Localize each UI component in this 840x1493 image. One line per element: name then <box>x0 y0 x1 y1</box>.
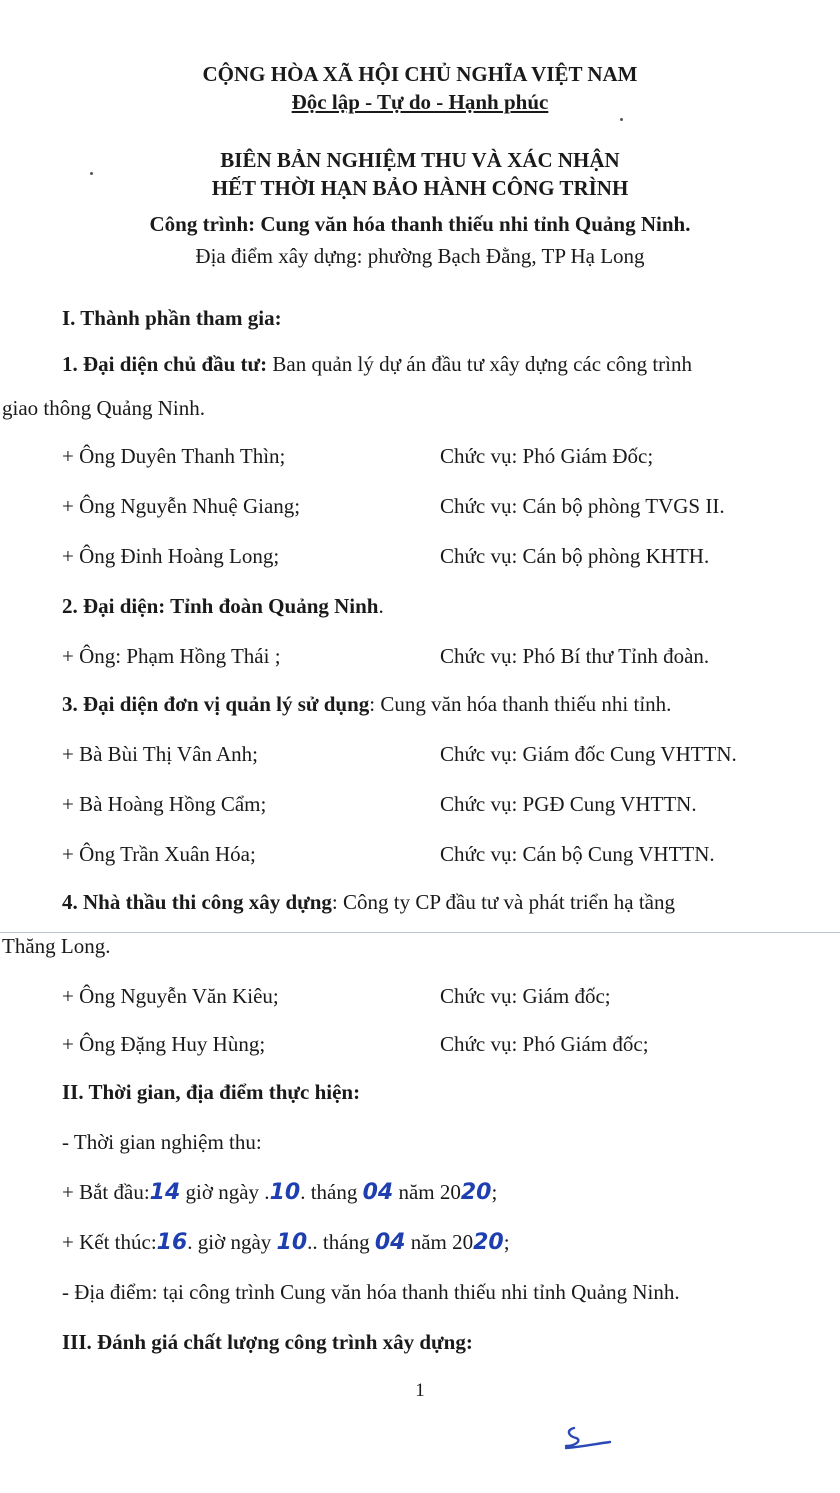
motto <box>0 90 840 115</box>
member-role: Chức vụ: Cán bộ phòng TVGS II. <box>440 494 725 518</box>
start-text: ; <box>491 1180 498 1204</box>
project-name: Công trình: Cung văn hóa thanh thiếu nhi tỉnh Quảng Ninh. <box>149 212 691 236</box>
construction-location: Địa điểm xây dựng: phường Bạch Đằng, TP Hạ Long <box>195 244 645 268</box>
handwritten-year: 20 <box>473 1230 504 1255</box>
member-role: Chức vụ: Cán bộ Cung VHTTN. <box>440 842 715 866</box>
member-role: Chức vụ: Phó Giám Đốc; <box>440 444 654 468</box>
youth-union-paragraph <box>62 594 384 619</box>
youth-union-end: . <box>378 594 384 618</box>
start-text: năm 20 <box>393 1180 461 1204</box>
member-name: + Ông Đặng Huy Hùng; <box>62 1032 266 1056</box>
member-role: Chức vụ: PGĐ Cung VHTTN. <box>440 792 697 816</box>
member-name: + Bà Hoàng Hồng Cẩm; <box>62 792 267 816</box>
investor-text: Ban quản lý dự án đầu tư xây dựng các công trình <box>267 352 693 376</box>
member-name: + Ông Nguyễn Văn Kiêu; <box>62 984 279 1008</box>
document-title-line2: HẾT THỜI HẠN BẢO HÀNH CÔNG TRÌNH <box>211 176 629 200</box>
contractor-text: : Công ty CP đầu tư và phát triển hạ tầng <box>331 890 675 914</box>
handwritten-day: 10 <box>269 1180 301 1205</box>
section-2-heading: II. Thời gian, địa điểm thực hiện: <box>62 1080 361 1104</box>
start-prefix: + Bắt đầu: <box>62 1180 150 1204</box>
initials-signature-icon <box>560 1420 620 1460</box>
investor-paragraph-cont: giao thông Quảng Ninh. <box>2 396 205 420</box>
member-role: Chức vụ: Giám đốc; <box>440 984 611 1008</box>
member-name: + Ông Duyên Thanh Thìn; <box>62 444 286 468</box>
inspection-time-label: - Thời gian nghiệm thu: <box>62 1130 262 1154</box>
end-text: năm 20 <box>405 1230 474 1254</box>
member-name: + Ông Đinh Hoàng Long; <box>62 544 280 568</box>
member-role: Chức vụ: Giám đốc Cung VHTTN. <box>440 742 737 766</box>
document-title-line1: BIÊN BẢN NGHIỆM THU VÀ XÁC NHẬN <box>220 148 620 172</box>
member-role: Chức vụ: Cán bộ phòng KHTH. <box>440 544 710 568</box>
handwritten-hour: 14 <box>149 1180 181 1205</box>
member-name: + Bà Bùi Thị Vân Anh; <box>62 742 258 766</box>
investor-label: 1. Đại diện chủ đầu tư: <box>62 352 268 376</box>
scan-seam-line <box>0 932 840 933</box>
start-text: . tháng <box>300 1180 363 1204</box>
scan-speck <box>620 118 623 121</box>
member-name: + Ông: Phạm Hồng Thái ; <box>62 644 281 668</box>
handwritten-month: 04 <box>362 1180 394 1205</box>
contractor-label: 4. Nhà thầu thi công xây dựng <box>62 890 332 914</box>
page-number: 1 <box>415 1380 425 1401</box>
end-text: .. tháng <box>307 1230 375 1254</box>
manager-label: 3. Đại diện đơn vị quản lý sử dụng <box>62 692 370 716</box>
handwritten-month: 04 <box>374 1230 406 1255</box>
investor-paragraph <box>62 352 692 377</box>
handwritten-year: 20 <box>460 1180 492 1205</box>
youth-union-label: 2. Đại diện: Tỉnh đoàn Quảng Ninh <box>62 594 379 618</box>
end-text: ; <box>503 1230 510 1254</box>
member-role: Chức vụ: Phó Bí thư Tỉnh đoàn. <box>440 644 710 668</box>
start-time <box>62 1180 497 1205</box>
section-1-heading: I. Thành phần tham gia: <box>62 306 282 330</box>
end-text: . giờ ngày <box>187 1230 277 1254</box>
contractor-paragraph <box>62 890 675 915</box>
contractor-paragraph-cont: Thăng Long. <box>2 934 111 958</box>
member-name: + Ông Nguyễn Nhuệ Giang; <box>62 494 301 518</box>
member-name: + Ông Trần Xuân Hóa; <box>62 842 256 866</box>
handwritten-hour: 16 <box>156 1230 188 1255</box>
member-role: Chức vụ: Phó Giám đốc; <box>440 1032 649 1056</box>
start-text: giờ ngày . <box>180 1180 270 1204</box>
manager-paragraph <box>62 692 671 717</box>
manager-text: : Cung văn hóa thanh thiếu nhi tỉnh. <box>369 692 672 716</box>
end-time <box>62 1230 510 1255</box>
section-3-heading: III. Đánh giá chất lượng công trình xây dựng: <box>62 1330 473 1354</box>
inspection-place: - Địa điểm: tại công trình Cung văn hóa thanh thiếu nhi tỉnh Quảng Ninh. <box>62 1280 680 1304</box>
end-prefix: + Kết thúc: <box>62 1230 157 1254</box>
motto-text: Độc lập - Tự do - Hạnh phúc <box>291 90 549 114</box>
handwritten-day: 10 <box>276 1230 308 1255</box>
nation-title: CỘNG HÒA XÃ HỘI CHỦ NGHĨA VIỆT NAM <box>202 62 638 86</box>
